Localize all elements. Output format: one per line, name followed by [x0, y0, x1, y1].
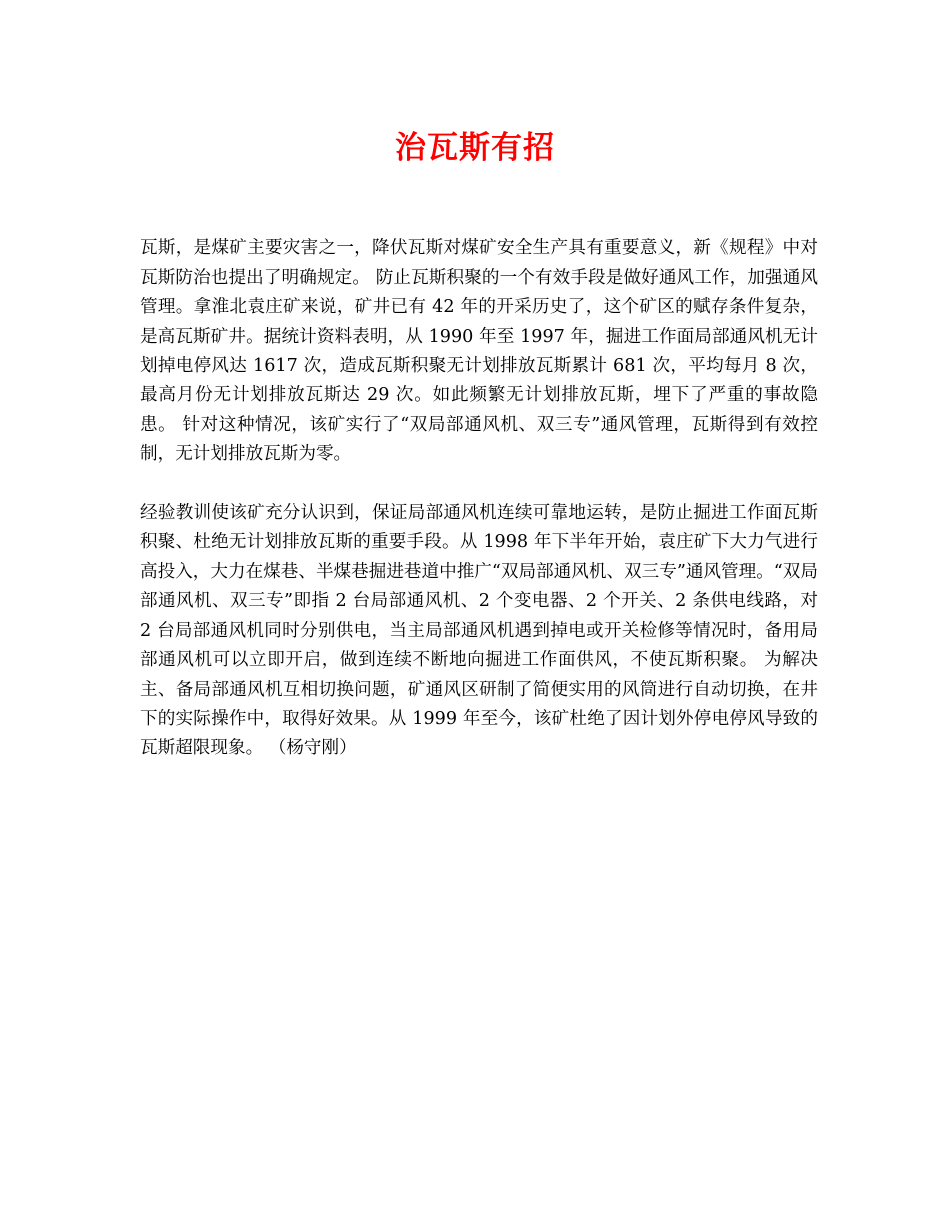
document-title: 治瓦斯有招	[395, 130, 555, 166]
document-body	[140, 205, 818, 793]
body-paragraph: 经验教训使该矿充分认识到，保证局部通风机连续可靠地运转，是防止掘进工作面瓦斯积聚、杜绝无计划排放瓦斯的重要手段。从 1998 年下半年开始，袁庄矿下大力气进行高投入，大力在煤巷、半煤巷掘进巷道中推广“双局部通风机、双三专”通风管理。“双局部通风机、双三专”即指 2 台局部通风机、2 个变电器、2 个开关、2 条供电线路，对 2 台局部通风机同时分别供电，当主局部通风机遇到掉电或开关检修等情况时，备用局部通风机可以立即开启，做到连续不断地向掘进工作面供风，不使瓦斯积聚。 为解决主、备局部通风机互相切换问题，矿通风区研制了简便实用的风筒进行自动切换，在井下的实际操作中，取得好效果。从 1999 年至今，该矿杜绝了因计划外停电停风导致的瓦斯超限现象。 （杨守刚）	[140, 503, 818, 759]
body-paragraph: 瓦斯，是煤矿主要灾害之一，降伏瓦斯对煤矿安全生产具有重要意义，新《规程》中对瓦斯防治也提出了明确规定。 防止瓦斯积聚的一个有效手段是做好通风工作，加强通风管理。拿淮北袁庄矿来说，矿井已有 42 年的开采历史了，这个矿区的赋存条件复杂，是高瓦斯矿井。据统计资料表明，从 1990 年至 1997 年，掘进工作面局部通风机无计划掉电停风达 1617 次，造成瓦斯积聚无计划排放瓦斯累计 681 次，平均每月 8 次，最高月份无计划排放瓦斯达 29 次。如此频繁无计划排放瓦斯，埋下了严重的事故隐患。 针对这种情况，该矿实行了“双局部通风机、双三专”通风管理，瓦斯得到有效控制，无计划排放瓦斯为零。	[140, 238, 818, 465]
